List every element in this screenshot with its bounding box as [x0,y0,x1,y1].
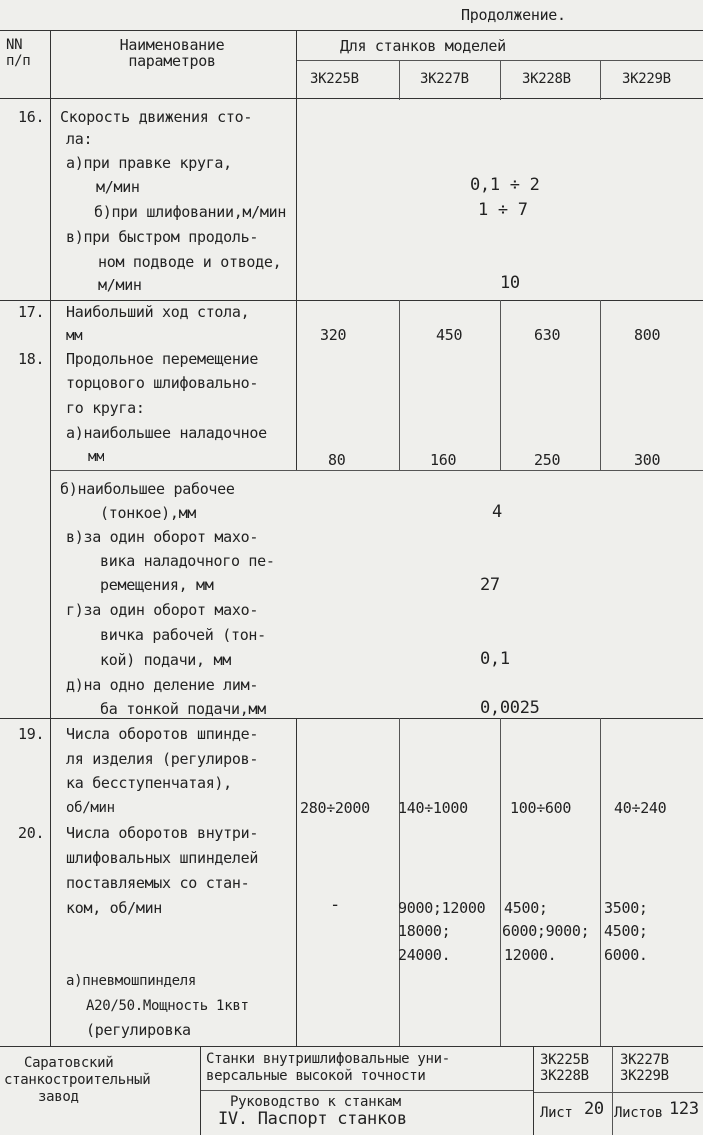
rule-footer-top [0,1046,703,1047]
models-header: Для станков моделей [340,37,506,55]
num-header: NN п/п [6,37,31,69]
row-17-text: Наибольший ход стола, [66,303,250,321]
row-17-num: 17. [18,303,45,321]
rule-col-4b [600,718,601,1046]
rule-col-num [50,30,51,1046]
row-18d-text: г)за один оборот махо- [66,601,259,619]
row-20-col3: 6000;9000; [502,922,590,940]
row-18c-value: 27 [480,575,500,595]
continuation-label: Продолжение. [461,6,566,24]
rule-col-3b [500,718,501,1046]
row-20-col2: 18000; [398,922,451,940]
footer-sheets-num: 123 [669,1099,699,1119]
row-19-text: об/мин [66,800,115,816]
row-18d-text: вичка рабочей (тон- [100,626,266,644]
row-19-value: 280÷2000 [300,799,370,817]
rule-col-2b [399,718,400,1046]
row-18-text: мм [88,449,105,462]
row-20-col3: 12000. [504,946,557,964]
footer-sheet-label: Лист [540,1105,573,1121]
footer-title: версальные высокой точности [206,1068,426,1084]
row-19-value: 140÷1000 [398,799,468,817]
row-18-value: 160 [430,451,457,465]
row-20-text: ком, об/мин [66,899,163,917]
row-18c-text: вика наладочного пе- [100,552,275,570]
row-20-col2: 9000;12000 [398,899,486,917]
rule-foot-2 [533,1046,534,1135]
row-20-text: шлифовальных шпинделей [66,849,259,867]
rule-col-param-b [296,300,297,470]
row-18-text: а)наибольшее наладочное [66,424,267,442]
row-19-text: Числа оборотов шпинде- [66,725,259,743]
footer-models-b: 3К227В [620,1052,669,1068]
footer-sheets-label: Листов [614,1105,663,1121]
row-16-value-c: 10 [500,273,520,293]
footer-org: станкостроительный [4,1072,151,1088]
row-18-value: 300 [634,451,661,465]
row-17-value: 630 [534,326,561,344]
row-20-col2: 24000. [398,946,451,964]
row-18-num: 18. [18,350,45,368]
rule-col-4a [600,300,601,470]
row-18c-text: ремещения, мм [100,576,214,594]
row-19-text: ля изделия (регулиров- [66,750,259,768]
rule-col-3a [500,300,501,470]
model-col-4: 3К229В [622,71,671,87]
row-16-text: м/мин [98,276,142,294]
row-16-value-b: 1 ÷ 7 [478,200,528,220]
row-20-col4: 3500; [604,899,648,917]
row-18-text: Продольное перемещение [66,350,259,368]
row-16-text: в)при быстром продоль- [66,228,259,246]
model-col-3: 3К228В [522,71,571,87]
rule-col-2h [399,60,400,100]
row-16-text: Скорость движения сто- [60,108,253,126]
row-18b-value: 4 [492,502,502,522]
rule-top [0,30,703,31]
row-20-col3: 4500; [504,899,548,917]
param-header: Наименование параметров [119,36,225,70]
footer-models-a: 3К225В [540,1052,589,1068]
footer-subtitle: Руководство к станкам [230,1094,401,1110]
row-18d-value: 0,1 [480,649,510,669]
rule-col-param-a [296,30,297,300]
footer-title: Станки внутришлифовальные уни- [206,1051,450,1067]
row-18b-text: б)наибольшее рабочее [60,480,235,498]
row-20-col1: - [330,895,340,915]
row-17-text: мм [66,328,83,344]
rule-col-param-c [296,718,297,1046]
footer-org: завод [38,1089,79,1105]
row-18-text: торцового шлифовально- [66,374,259,392]
rule-footer-mid2 [533,1092,703,1093]
row-16-num: 16. [18,108,45,126]
footer-org: Саратовский [24,1055,114,1071]
rule-foot-3 [612,1046,613,1135]
rule-footer-mid [200,1090,533,1091]
row-20-note: (регулировка [86,1021,191,1039]
row-16-text: б)при шлифовании,м/мин [94,203,287,221]
model-col-2: 3К227В [420,71,469,87]
row-16-text: ла: [66,130,93,148]
row-20-col4: 4500; [604,922,648,940]
rule-col-4h [600,60,601,100]
footer-models-b: 3К229В [620,1068,669,1084]
model-col-1: 3К225В [310,71,359,87]
footer-section: IV. Паспорт станков [218,1109,407,1129]
footer-sheet-num: 20 [584,1099,604,1119]
row-18c-text: в)за один оборот махо- [66,528,259,546]
row-19-text: ка бесступенчатая), [66,774,232,792]
row-18-value: 80 [328,451,346,465]
rule-col-3h [500,60,501,100]
rule-tear [50,470,703,471]
row-18b-text: (тонкое),мм [100,504,197,522]
footer-models-a: 3К228В [540,1068,589,1084]
row-20-text: поставляемых со стан- [66,874,250,892]
row-18e-text: ба тонкой подачи,мм [100,700,266,718]
rule-foot-1 [200,1046,201,1135]
row-18-value: 250 [534,451,561,465]
row-18e-value: 0,0025 [480,698,540,718]
rule-row18 [0,718,703,719]
row-19-num: 19. [18,725,45,743]
row-17-value: 800 [634,326,661,344]
row-19-value: 100÷600 [510,799,572,817]
row-18d-text: кой) подачи, мм [100,651,231,669]
row-20-col4: 6000. [604,946,648,964]
row-16-value-a: 0,1 ÷ 2 [470,175,540,195]
rule-row16 [0,300,703,301]
row-20-num: 20. [18,824,45,842]
rule-col-2a [399,300,400,470]
row-17-value: 320 [320,326,347,344]
rule-header-bottom [0,98,703,99]
row-20-text: Числа оборотов внутри- [66,824,259,842]
row-18-text: го круга: [66,399,145,417]
row-17-value: 450 [436,326,463,344]
row-16-text: ном подводе и отводе, [98,253,282,271]
row-16-text: а)при правке круга, [66,154,232,172]
row-16-text: м/мин [96,178,140,196]
row-19-value: 40÷240 [614,799,667,817]
row-20-note: А20/50.Мощность 1квт [86,998,249,1014]
row-20-note: а)пневмошпинделя [66,973,197,989]
row-18e-text: д)на одно деление лим- [66,676,259,694]
